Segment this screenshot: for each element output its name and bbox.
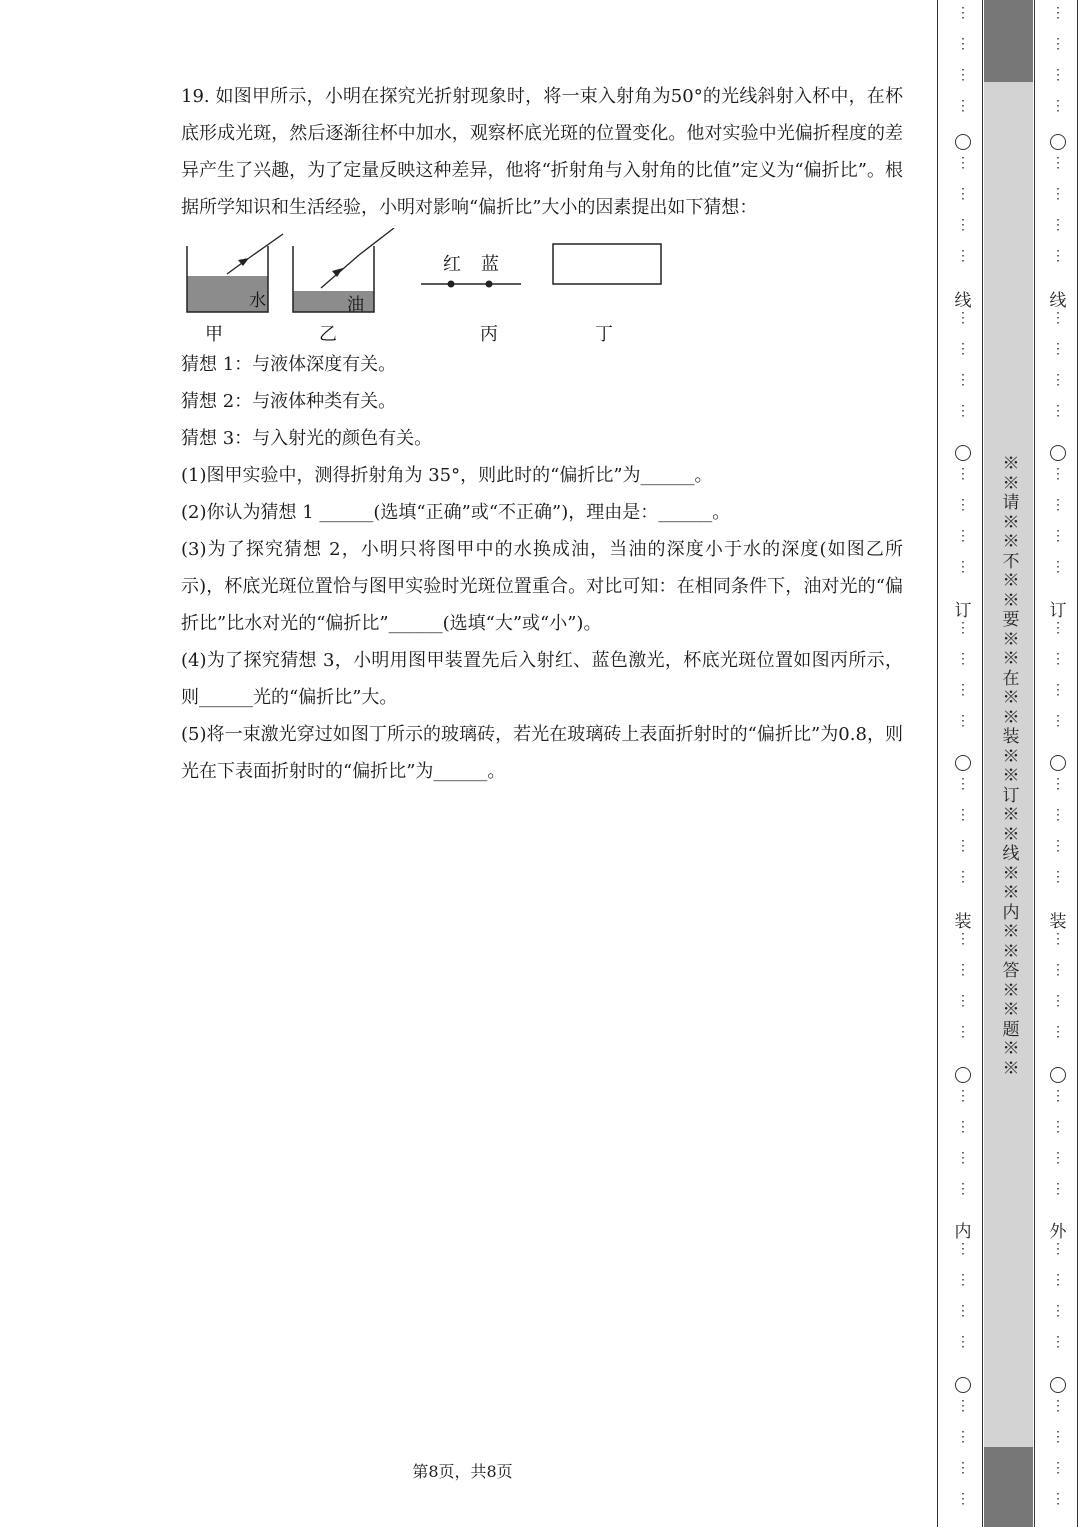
dotted-line: ⋮ xyxy=(1051,651,1065,667)
dotted-line: ⋮ xyxy=(956,310,970,326)
binding-circle xyxy=(1050,134,1066,150)
binding-warning-text: ※※请※※不※※要※※在※※装※※订※※线※※内※※答※※题※※ xyxy=(1002,454,1020,1079)
dotted-line: ⋮ xyxy=(1051,962,1065,978)
dotted-line: ⋮ xyxy=(956,776,970,792)
inner-binding-mark: 内 xyxy=(954,1222,972,1242)
binding-circle xyxy=(1050,445,1066,461)
dotted-line: ⋮ xyxy=(956,217,970,233)
dotted-line: ⋮ xyxy=(956,528,970,544)
sub-question-1: (1)图甲实验中，测得折射角为 35°，则此时的“偏折比”为______。 xyxy=(181,465,713,486)
dotted-line: ⋮ xyxy=(1051,528,1065,544)
label-blue: 蓝 xyxy=(481,254,499,275)
dotted-line: ⋮ xyxy=(956,682,970,698)
dotted-line: ⋮ xyxy=(1051,1241,1065,1257)
dotted-line: ⋮ xyxy=(1051,1491,1065,1507)
dotted-line: ⋮ xyxy=(1051,466,1065,482)
dotted-line: ⋮ xyxy=(1051,155,1065,171)
dotted-line: ⋮ xyxy=(1051,186,1065,202)
inner-binding-mark: 线 xyxy=(954,291,972,311)
dotted-line: ⋮ xyxy=(1051,497,1065,513)
dotted-line: ⋮ xyxy=(1051,993,1065,1009)
dotted-line: ⋮ xyxy=(956,1088,970,1104)
dotted-line: ⋮ xyxy=(956,1024,970,1040)
binding-circle xyxy=(1050,755,1066,771)
figure-yi xyxy=(293,228,394,345)
dotted-line: ⋮ xyxy=(1051,1272,1065,1288)
glass-brick xyxy=(553,244,661,284)
binding-border-outer xyxy=(1034,0,1035,1527)
sub-question-2: (2)你认为猜想 1 ______(选填“正确”或“不正确”)，理由是：______。 xyxy=(181,502,731,523)
dotted-line: ⋮ xyxy=(1051,838,1065,854)
dotted-line: ⋮ xyxy=(956,1303,970,1319)
dotted-line: ⋮ xyxy=(1051,1398,1065,1414)
dotted-line: ⋮ xyxy=(1051,341,1065,357)
question-19 xyxy=(181,78,903,790)
dotted-line: ⋮ xyxy=(956,186,970,202)
caption-jia: 甲 xyxy=(205,324,223,345)
dotted-line: ⋮ xyxy=(1051,559,1065,575)
dotted-line: ⋮ xyxy=(956,403,970,419)
dotted-line: ⋮ xyxy=(956,620,970,636)
outer-binding-mark: 装 xyxy=(1049,912,1067,932)
question-intro: 19. 如图甲所示，小明在探究光折射现象时，将一束入射角为50°的光线斜射入杯中，在杯底形成光斑，然后逐渐往杯中加水，观察杯底光斑的位置变化。他对实验中光偏折程度的差异产生了兴趣，为了定量反映这种差异，他将“折射角与入射角的比值”定义为“偏折比”。根据所学知识和生活经验，小明对影响“偏折比”大小的因素提出如下猜想： xyxy=(181,86,903,218)
label-oil: 油 xyxy=(347,295,364,315)
figure-bing xyxy=(421,254,521,345)
dotted-line: ⋮ xyxy=(1051,869,1065,885)
dotted-line: ⋮ xyxy=(956,713,970,729)
dotted-line: ⋮ xyxy=(1051,1024,1065,1040)
figure-ding xyxy=(553,244,661,345)
dotted-line: ⋮ xyxy=(956,807,970,823)
dotted-line: ⋮ xyxy=(1051,1460,1065,1476)
binding-circle xyxy=(955,755,971,771)
dotted-line: ⋮ xyxy=(956,962,970,978)
outer-binding-column xyxy=(1046,0,1070,1527)
dotted-line: ⋮ xyxy=(956,993,970,1009)
dotted-line: ⋮ xyxy=(956,838,970,854)
binding-circle xyxy=(955,1067,971,1083)
dotted-line: ⋮ xyxy=(956,869,970,885)
figure-row xyxy=(181,228,903,346)
arrow-yi xyxy=(332,268,343,277)
sub-question-4: (4)为了探究猜想 3，小明用图甲装置先后入射红、蓝色激光，杯底光斑位置如图丙所示，则______光的“偏折比”大。 xyxy=(181,650,903,708)
dotted-line: ⋮ xyxy=(956,466,970,482)
dotted-line: ⋮ xyxy=(1051,1088,1065,1104)
caption-ding: 丁 xyxy=(595,324,613,345)
dotted-line: ⋮ xyxy=(1051,217,1065,233)
dotted-line: ⋮ xyxy=(956,651,970,667)
dotted-line: ⋮ xyxy=(1051,713,1065,729)
dotted-line: ⋮ xyxy=(1051,98,1065,114)
experiment-figures xyxy=(181,228,701,346)
dotted-line: ⋮ xyxy=(956,931,970,947)
dotted-line: ⋮ xyxy=(1051,1150,1065,1166)
figure-jia xyxy=(187,234,283,345)
guess-1: 猜想 1：与液体深度有关。 xyxy=(181,354,397,375)
dotted-line: ⋮ xyxy=(1051,310,1065,326)
dotted-line: ⋮ xyxy=(1051,1429,1065,1445)
caption-yi: 乙 xyxy=(319,324,337,345)
guess-3: 猜想 3：与入射光的颜色有关。 xyxy=(181,428,433,449)
inner-binding-mark: 订 xyxy=(954,601,972,621)
dotted-line: ⋮ xyxy=(1051,372,1065,388)
dotted-line: ⋮ xyxy=(1051,1119,1065,1135)
dotted-line: ⋮ xyxy=(956,1272,970,1288)
dotted-line: ⋮ xyxy=(1051,5,1065,21)
caption-bing: 丙 xyxy=(480,324,498,345)
label-red: 红 xyxy=(443,254,461,275)
dotted-line: ⋮ xyxy=(956,67,970,83)
dotted-line: ⋮ xyxy=(1051,403,1065,419)
dotted-line: ⋮ xyxy=(1051,776,1065,792)
dotted-line: ⋮ xyxy=(956,1460,970,1476)
dotted-line: ⋮ xyxy=(1051,67,1065,83)
binding-border-right xyxy=(1077,0,1078,1527)
outer-binding-mark: 订 xyxy=(1049,601,1067,621)
sub-question-5: (5)将一束激光穿过如图丁所示的玻璃砖，若光在玻璃砖上表面折射时的“偏折比”为0.8，则光在下表面折射时的“偏折比”为______。 xyxy=(181,724,903,782)
sub-question-3: (3)为了探究猜想 2，小明只将图甲中的水换成油，当油的深度小于水的深度(如图乙所示)，杯底光斑位置恰与图甲实验时光斑位置重合。对比可知：在相同条件下，油对光的“偏折比”比水对光的“偏折比”______(选填“大”或“小”)。 xyxy=(181,539,903,634)
dotted-line: ⋮ xyxy=(1051,1181,1065,1197)
inner-binding-mark: 装 xyxy=(954,912,972,932)
dotted-line: ⋮ xyxy=(1051,931,1065,947)
binding-border-left xyxy=(937,0,938,1527)
dotted-line: ⋮ xyxy=(956,1491,970,1507)
dotted-line: ⋮ xyxy=(1051,682,1065,698)
dotted-line: ⋮ xyxy=(956,559,970,575)
dotted-line: ⋮ xyxy=(956,1119,970,1135)
dotted-line: ⋮ xyxy=(956,155,970,171)
binding-top-block xyxy=(984,0,1033,82)
dotted-line: ⋮ xyxy=(956,341,970,357)
guess-2: 猜想 2：与液体种类有关。 xyxy=(181,391,397,412)
label-water: 水 xyxy=(249,291,266,311)
dotted-line: ⋮ xyxy=(956,1334,970,1350)
dotted-line: ⋮ xyxy=(956,5,970,21)
dotted-line: ⋮ xyxy=(956,1150,970,1166)
outer-binding-mark: 外 xyxy=(1049,1222,1067,1242)
dotted-line: ⋮ xyxy=(956,372,970,388)
dotted-line: ⋮ xyxy=(956,98,970,114)
binding-bottom-block xyxy=(984,1447,1033,1527)
dotted-line: ⋮ xyxy=(1051,807,1065,823)
dotted-line: ⋮ xyxy=(1051,36,1065,52)
page-footer: 第8页，共8页 xyxy=(412,1462,513,1481)
binding-circle xyxy=(1050,1377,1066,1393)
incident-ray-jia xyxy=(249,234,283,258)
dotted-line: ⋮ xyxy=(956,36,970,52)
outer-binding-mark: 线 xyxy=(1049,291,1067,311)
dotted-line: ⋮ xyxy=(956,1398,970,1414)
dotted-line: ⋮ xyxy=(1051,1334,1065,1350)
inner-binding-column xyxy=(951,0,975,1527)
dotted-line: ⋮ xyxy=(956,497,970,513)
dotted-line: ⋮ xyxy=(1051,1303,1065,1319)
dotted-line: ⋮ xyxy=(956,1181,970,1197)
dotted-line: ⋮ xyxy=(956,248,970,264)
binding-circle xyxy=(955,1377,971,1393)
blue-spot xyxy=(486,281,493,288)
binding-circle xyxy=(955,134,971,150)
dotted-line: ⋮ xyxy=(1051,248,1065,264)
dotted-line: ⋮ xyxy=(956,1241,970,1257)
incident-ray-yi xyxy=(359,228,394,255)
binding-circle xyxy=(955,445,971,461)
binding-circle xyxy=(1050,1067,1066,1083)
red-spot xyxy=(448,281,455,288)
dotted-line: ⋮ xyxy=(956,1429,970,1445)
binding-border-inner xyxy=(982,0,983,1527)
dotted-line: ⋮ xyxy=(1051,620,1065,636)
